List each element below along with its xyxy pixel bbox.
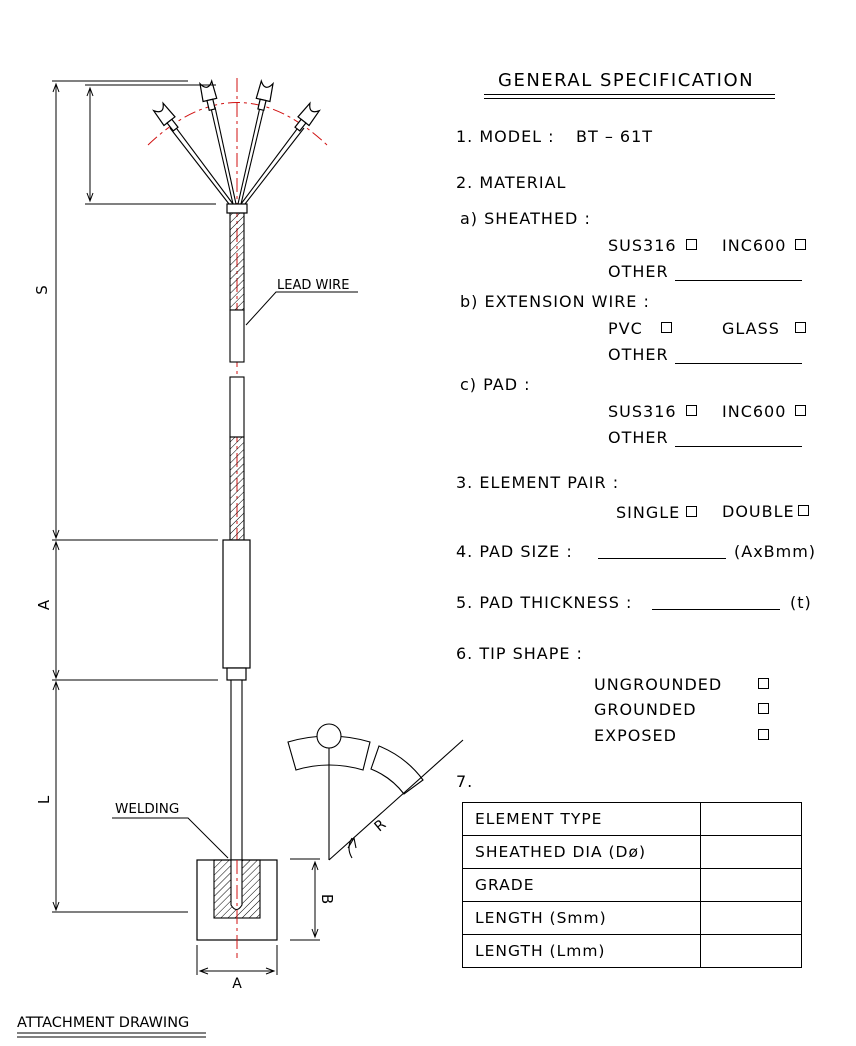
table-cell-label: LENGTH (Smm) [463, 902, 701, 935]
table-cell-value[interactable] [701, 935, 802, 968]
lower-flex-hose [230, 437, 244, 540]
table-cell-label: GRADE [463, 869, 701, 902]
table-row [463, 935, 802, 968]
transition-sleeve [223, 540, 250, 668]
dim-a-bottom-label: A [232, 976, 242, 992]
pad-other-label: OTHER [608, 428, 669, 447]
element-pair-single-checkbox[interactable] [686, 506, 697, 517]
tip-shape-exposed: EXPOSED [594, 726, 677, 745]
table-row [463, 803, 802, 836]
pad-inc600-checkbox[interactable] [795, 405, 806, 416]
attachment-drawing-caption: ATTACHMENT DRAWING [17, 1015, 190, 1031]
tip-shape-label: 6. TIP SHAPE : [456, 644, 583, 663]
table-cell-value[interactable] [701, 836, 802, 869]
pad-size-field[interactable] [598, 558, 726, 559]
table-row [463, 902, 802, 935]
dim-b-label: B [318, 893, 336, 905]
item7-label: 7. [456, 772, 474, 791]
sheathed-option-sus316: SUS316 [608, 236, 677, 255]
lower-cable [230, 377, 244, 437]
table-row [463, 836, 802, 869]
pad-thickness-unit: (t) [790, 593, 812, 612]
extension-wire-label: b) EXTENSION WIRE : [460, 292, 650, 311]
pad-thickness-label: 5. PAD THICKNESS : [456, 593, 633, 612]
sheath [231, 680, 242, 860]
sheathed-other-field[interactable] [675, 280, 802, 281]
dim-l-label: L [35, 795, 53, 805]
pad-size-label: 4. PAD SIZE : [456, 542, 573, 561]
pad-sus316-checkbox[interactable] [686, 405, 697, 416]
pad-option-sus316: SUS316 [608, 402, 677, 421]
pad-option-inc600: INC600 [722, 402, 787, 421]
table-cell-value[interactable] [701, 803, 802, 836]
dim-r-label: R [371, 816, 390, 836]
material-label: 2. MATERIAL [456, 173, 567, 192]
extension-option-pvc: PVC [608, 319, 643, 338]
sleeve-neck [227, 668, 246, 680]
pad-size-unit: (AxBmm) [734, 542, 817, 561]
element-pair-double: DOUBLE [722, 502, 795, 521]
upper-flex-hose [230, 213, 244, 310]
table-cell-label: ELEMENT TYPE [463, 803, 701, 836]
dim-s-label: S [33, 285, 51, 295]
model-label: 1. MODEL : [456, 127, 555, 146]
extension-glass-checkbox[interactable] [795, 322, 806, 333]
lead-wire-label: LEAD WIRE [277, 278, 350, 293]
spec-table [462, 802, 802, 968]
table-cell-label: SHEATHED DIA (Dø) [463, 836, 701, 869]
dim-a-label: A [35, 599, 53, 611]
spec-title: GENERAL SPECIFICATION [498, 70, 755, 91]
tip-ungrounded-checkbox[interactable] [758, 678, 769, 689]
element-pair-single: SINGLE [616, 503, 681, 522]
dimension-lines [52, 81, 358, 975]
welding-label: WELDING [115, 801, 180, 817]
extension-other-label: OTHER [608, 345, 669, 364]
sheathed-inc600-checkbox[interactable] [795, 239, 806, 250]
tip-shape-grounded: GROUNDED [594, 700, 697, 719]
model-value: BT – 61T [576, 127, 654, 146]
pad-label: c) PAD : [460, 375, 531, 394]
element-pair-label: 3. ELEMENT PAIR : [456, 473, 620, 492]
pad-other-field[interactable] [675, 446, 802, 447]
title-underline-2 [484, 98, 775, 99]
sheathed-other-label: OTHER [608, 262, 669, 281]
extension-other-field[interactable] [675, 363, 802, 364]
table-cell-label: LENGTH (Lmm) [463, 935, 701, 968]
tip-exposed-checkbox[interactable] [758, 729, 769, 740]
upper-cable [230, 310, 244, 362]
sheathed-sus316-checkbox[interactable] [686, 239, 697, 250]
bend-radius-sketch [288, 724, 463, 860]
table-row [463, 869, 802, 902]
top-ferrule [227, 204, 247, 213]
title-underline [484, 94, 775, 95]
sheathed-label: a) SHEATHED : [460, 209, 591, 228]
tip-grounded-checkbox[interactable] [758, 703, 769, 714]
pad-thickness-field[interactable] [652, 609, 780, 610]
extension-pvc-checkbox[interactable] [661, 322, 672, 333]
table-cell-value[interactable] [701, 869, 802, 902]
tip-shape-ungrounded: UNGROUNDED [594, 675, 723, 694]
element-pair-double-checkbox[interactable] [798, 505, 809, 516]
table-cell-value[interactable] [701, 902, 802, 935]
extension-option-glass: GLASS [722, 319, 780, 338]
sheathed-option-inc600: INC600 [722, 236, 787, 255]
